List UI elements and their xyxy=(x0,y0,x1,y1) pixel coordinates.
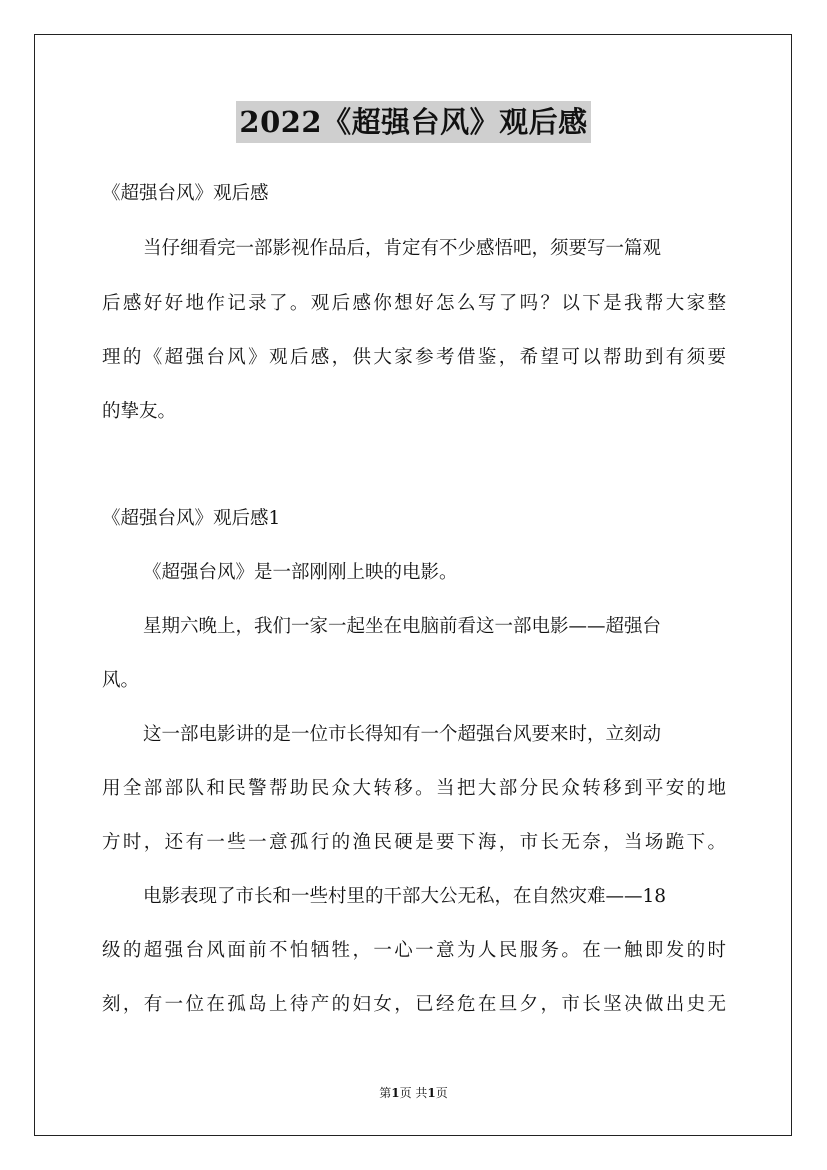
paragraph-4-line-2: 级的超强台风面前不怕牺牲，一心一意为人民服务。在一触即发的时 xyxy=(102,940,726,961)
paragraph-4-line-3: 刻，有一位在孤岛上待产的妇女，已经危在旦夕，市长坚决做出史无 xyxy=(102,994,726,1015)
title-wrap xyxy=(0,101,827,143)
footer-page-prefix: 第 xyxy=(379,1086,392,1100)
footer-page-total: 1 xyxy=(427,1086,436,1100)
page-footer xyxy=(0,1085,827,1101)
paragraph-2-line-2: 风。 xyxy=(102,670,140,691)
intro-line-1: 当仔细看完一部影视作品后，肯定有不少感悟吧，须要写一篇观 xyxy=(143,238,662,259)
paragraph-2-line-1: 星期六晚上，我们一家一起坐在电脑前看这一部电影——超强台 xyxy=(143,616,662,637)
section-heading: 《超强台风》观后感1 xyxy=(102,508,281,529)
paragraph-1: 《超强台风》是一部刚刚上映的电影。 xyxy=(143,562,458,583)
document-title: 2022《超强台风》观后感 xyxy=(236,101,590,143)
footer-page-mid: 页 共 xyxy=(399,1086,428,1100)
paragraph-3-line-2: 用全部部队和民警帮助民众大转移。当把大部分民众转移到平安的地 xyxy=(102,778,726,799)
paragraph-3-line-1: 这一部电影讲的是一位市长得知有一个超强台风要来时，立刻动 xyxy=(143,724,662,745)
footer-page-number: 1 xyxy=(391,1086,400,1100)
paragraph-3-line-3: 方时，还有一些一意孤行的渔民硬是要下海，市长无奈，当场跪下。 xyxy=(102,832,726,853)
footer-page-suffix: 页 xyxy=(435,1086,448,1100)
document-subtitle: 《超强台风》观后感 xyxy=(102,183,269,204)
intro-line-4: 的挚友。 xyxy=(102,401,177,422)
intro-line-2: 后感好好地作记录了。观后感你想好怎么写了吗？以下是我帮大家整 xyxy=(102,293,726,314)
intro-line-3: 理的《超强台风》观后感，供大家参考借鉴，希望可以帮助到有须要 xyxy=(102,347,726,368)
paragraph-4-line-1: 电影表现了市长和一些村里的干部大公无私，在自然灾难——18 xyxy=(143,886,667,907)
